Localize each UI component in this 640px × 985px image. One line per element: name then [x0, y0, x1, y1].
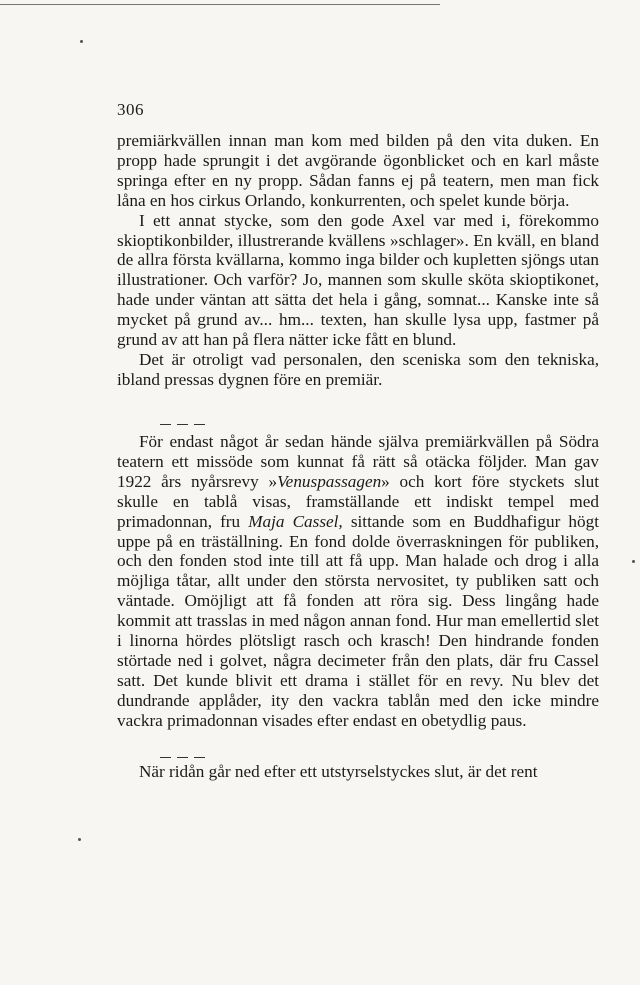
paragraph-venuspassagen — [117, 432, 599, 731]
text-middle: » och kort före styckets slut skulle en tablå visas, framställande ett indiskt tempel med primadonnan, fru — [117, 471, 599, 531]
section-two — [117, 432, 599, 731]
paragraph-ridan: När ridån går ned efter ett utstyrselstyckes slut, är det rent — [139, 762, 538, 781]
page-number: 306 — [117, 100, 144, 119]
section-three — [117, 762, 599, 782]
section-divider-1 — [160, 415, 211, 433]
actress-name: Maja Cassel, — [248, 511, 343, 531]
paragraph-personnel: Det är otroligt vad personalen, den sceniska som den tekniska, ibland pressas dygnen före en premiär. — [117, 349, 599, 389]
top-border-rule — [0, 4, 440, 5]
paper-speck — [78, 838, 81, 841]
paragraph-skioptikon: I ett annat stycke, som den gode Axel var med i, förekommo skioptikonbilder, illustrerande kvällens »schlager». En kväll, en bland de allra första kvällarna, kommo inga bilder och kupletten sjöngs utan illustrationer. Och varför? Jo, mannen som skulle sköta skioptikonet, hade under väntan att sätta det hela i gång, somnat... Kanske inte så mycket på grund av... hm... texten, han skulle lysa upp, fastmer på grund av att han på flera nätter icke fått en blund. — [117, 210, 599, 350]
paper-speck — [632, 560, 635, 563]
revue-title: Venuspassagen — [277, 471, 382, 491]
text-before-title: För endast något år sedan hände själva premiärkvällen på Södra teatern ett missöde som kunnat få rätt så otäcka följder. Man gav 1922 års nyårsrevy » — [117, 432, 599, 491]
paper-speck — [80, 40, 83, 43]
section-one — [117, 131, 599, 390]
paragraph-continuation: premiärkvällen innan man kom med bilden på den vita duken. En propp hade sprungit i det avgörande ögonblicket och en karl måste springa efter en ny propp. Sådan fanns ej på teatern, men man fick låna en hos cirkus Orlando, konkurrenten, och spelet kunde börja. — [117, 131, 599, 210]
text-after: sittande som en Buddhafigur högt uppe på en träställning. En fond dolde överraskningen för publiken, och den fonden stod inte till att få upp. Man halade och drog i alla möjliga tåtar, allt under den största nervositet, ty publiken satt och väntade. Omöjligt att få fonden att röra sig. Dess lingång hade kommit att trasslas in med någon annan fond. Hur man emellertid slet i linorna hördes plötsligt rasch och krasch! Den hindrande fonden störtade ned i golvet, några decimeter från den plats, där fru Cassel satt. Det kunde blivit ett drama i stället för en revy. Nu blev det dundrande applåder, ity den vackra tablån med den icke mindre vackra primadonnan visades efter endast en obetydlig paus. — [117, 511, 599, 730]
